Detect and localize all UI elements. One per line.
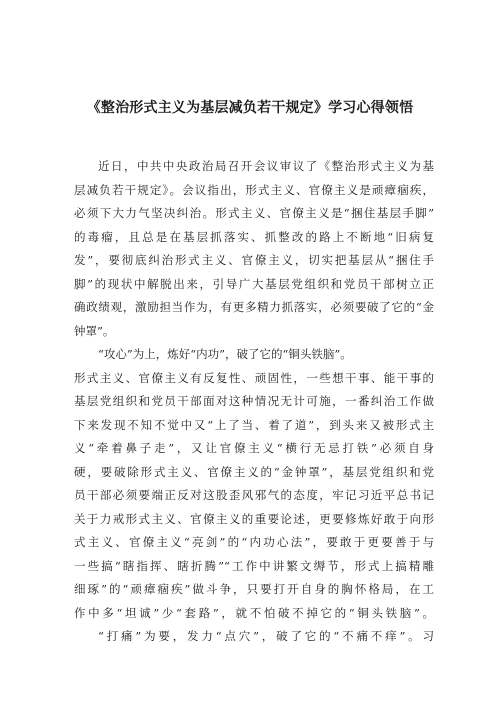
document-title: 《整治形式主义为基层减负若干规定》学习心得领悟 (86, 100, 414, 116)
paragraph-line: 硬，要破除形式主义、官僚主义的“金钟罩”，基层党组织和党 (74, 464, 434, 479)
paragraph-line: 义“牵着鼻子走”，又让官僚主义“横行无忌打铁”必须自身 (74, 441, 434, 455)
paragraph-line: 员干部必须要端正反对这股歪风邪气的态度，牢记习近平总书记 (74, 488, 434, 502)
paragraph-line: 必须下大力气坚决纠治。形式主义、官僚主义是“捆住基层手脚” (74, 206, 434, 220)
paragraph-line: 层减负若干规定》。会议指出，形式主义、官僚主义是顽瘴痼疾， (74, 182, 434, 197)
paragraph-line: 形式主义、官僚主义有反复性、顽固性，一些想干事、能干事的 (74, 370, 434, 385)
paragraph-line: 下来发现不知不觉中又“上了当、着了道”，到头来又被形式主 (74, 417, 434, 432)
paragraph-line: 细琢”的“顽瘴痼疾”做斗争，只要打开自身的胸怀格局，在工 (74, 582, 434, 596)
paragraph-line: 确政绩观，激励担当作为，有更多精力抓落实，必须要破了它的“金 (74, 300, 434, 314)
paragraph-line: 钟罩”。 (74, 323, 115, 338)
paragraph-line: “打痛”为要，发力“点穴”，破了它的“不痛不痒”。习 (98, 629, 434, 643)
paragraph-line: 作中多“坦诚”少“套路”，就不怕破不掉它的“铜头铁脑”。 (74, 605, 434, 620)
paragraph-line: 基层党组织和党员干部面对这种情况无计可施，一番纠治工作做 (74, 394, 434, 408)
paragraph-line: 脚”的现状中解脱出来，引导广大基层党组织和党员干部树立正 (74, 276, 434, 291)
paragraph-line: 近日，中共中央政治局召开会议审议了《整治形式主义为基 (98, 159, 434, 173)
paragraph-line: 式主义、官僚主义“亮剑”的“内功心法”，要敢于更要善于与 (74, 535, 434, 549)
paragraph-line: 一些搞“瞎指挥、瞎折腾”“工作中讲繁文缛节，形式上搞精雕 (74, 558, 434, 573)
paragraph-line: 关于力戒形式主义、官僚主义的重要论述，更要修炼好敢于向形 (74, 511, 434, 526)
paragraph-line: 发”，要彻底纠治形式主义、官僚主义，切实把基层从“捆住手 (74, 253, 434, 267)
document-body (74, 155, 434, 649)
paragraph-line: 的毒瘤，且总是在基层抓落实、抓整改的路上不断地“旧病复 (74, 229, 434, 244)
paragraph-line: “攻心”为上，炼好“内功”，破了它的“铜头铁脑”。 (98, 347, 352, 361)
